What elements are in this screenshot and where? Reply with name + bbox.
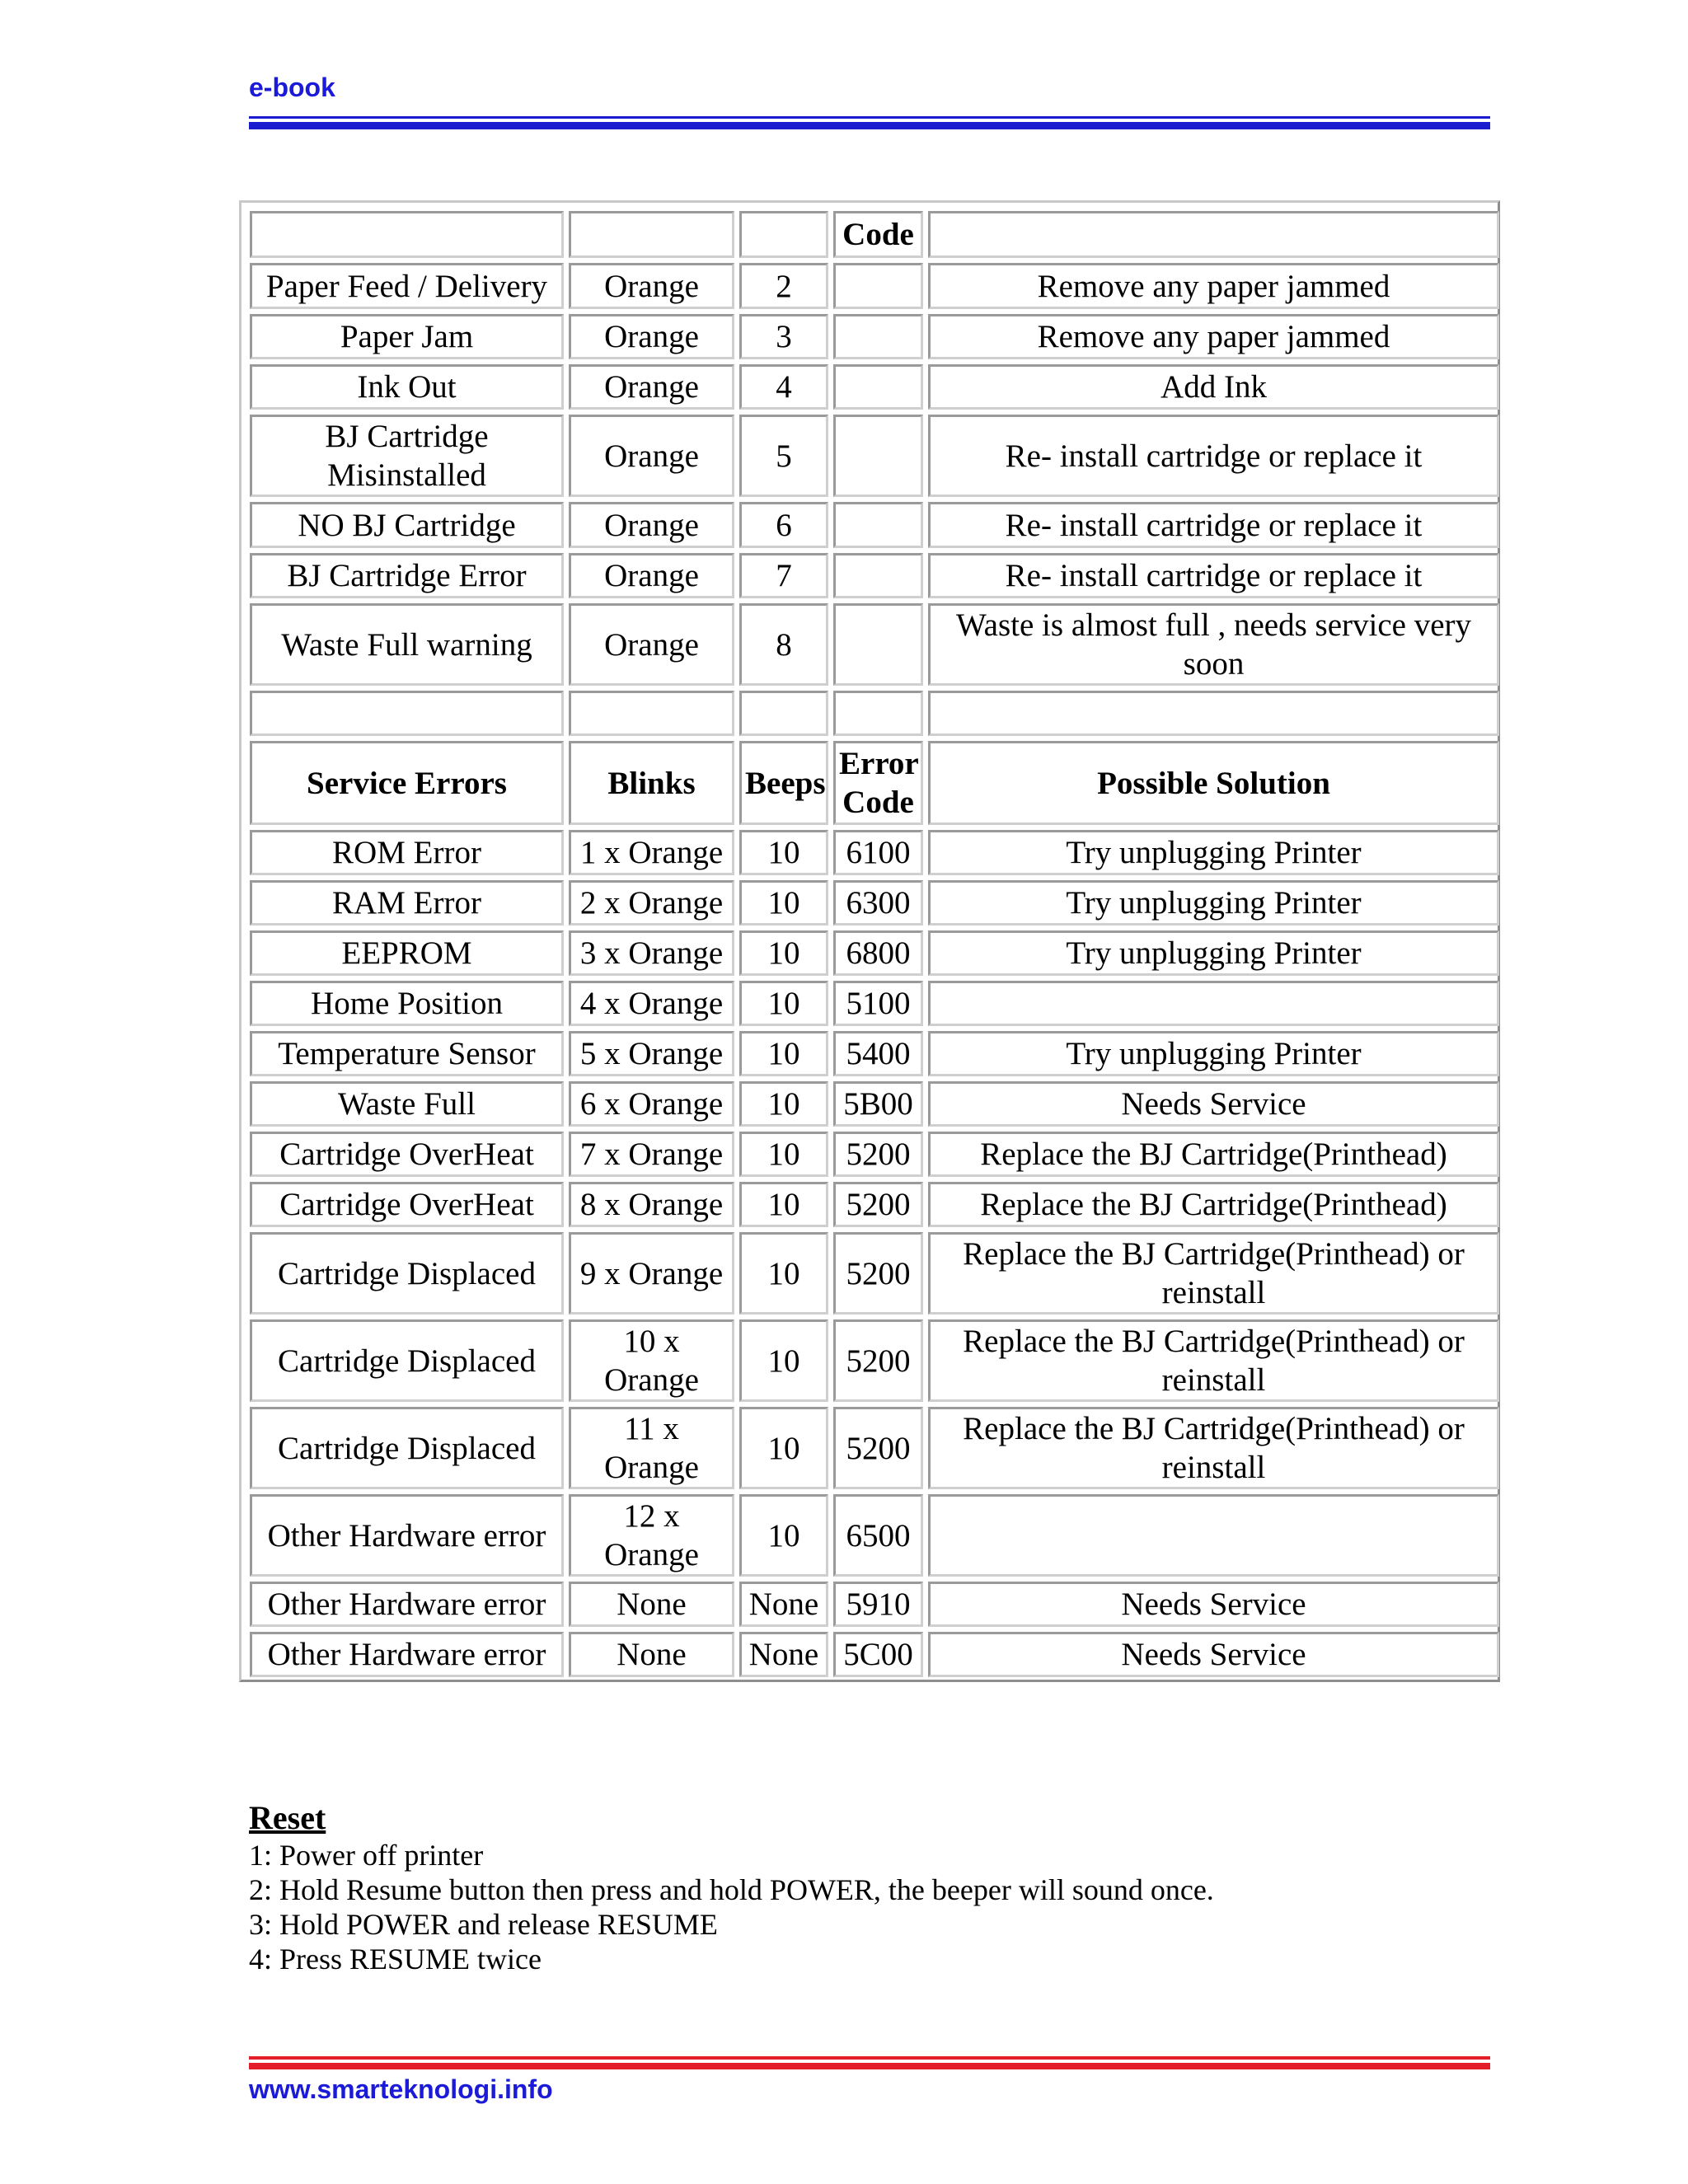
table-cell-blinks: 10 x Orange bbox=[569, 1319, 734, 1402]
table-cell-blinks: Orange bbox=[569, 364, 734, 410]
table-cell-name: NO BJ Cartridge bbox=[250, 502, 564, 548]
table-cell-blinks bbox=[569, 691, 734, 736]
table-cell-blinks: 6 x Orange bbox=[569, 1081, 734, 1127]
table-cell-name: Cartridge OverHeat bbox=[250, 1132, 564, 1177]
table-cell-solution bbox=[928, 691, 1499, 736]
table-cell-beeps bbox=[739, 211, 828, 258]
table-row bbox=[250, 1031, 1499, 1076]
table-cell-blinks: 5 x Orange bbox=[569, 1031, 734, 1076]
table-cell-solution: Try unplugging Printer bbox=[928, 880, 1499, 926]
table-cell-name: Paper Jam bbox=[250, 314, 564, 359]
table-row bbox=[250, 1319, 1499, 1402]
table-cell-code bbox=[833, 263, 923, 309]
table-row bbox=[250, 981, 1499, 1026]
table-cell-blinks bbox=[569, 211, 734, 258]
table-cell-solution: Try unplugging Printer bbox=[928, 930, 1499, 976]
table-cell-solution bbox=[928, 211, 1499, 258]
table-cell-solution: Re- install cartridge or replace it bbox=[928, 553, 1499, 598]
table-row bbox=[250, 1407, 1499, 1489]
user-errors-body bbox=[250, 211, 1499, 736]
table-cell-name: Paper Feed / Delivery bbox=[250, 263, 564, 309]
table-cell-solution: Try unplugging Printer bbox=[928, 1031, 1499, 1076]
table-cell-beeps: 10 bbox=[739, 830, 828, 875]
table-cell-solution: Waste is almost full , needs service very soon bbox=[928, 603, 1499, 686]
reset-heading: Reset bbox=[249, 1799, 326, 1836]
reset-steps bbox=[249, 1838, 1214, 1976]
table-row bbox=[250, 314, 1499, 359]
table-cell-beeps: 10 bbox=[739, 981, 828, 1026]
table-cell-blinks: 7 x Orange bbox=[569, 1132, 734, 1177]
table-cell-name: Temperature Sensor bbox=[250, 1031, 564, 1076]
table-cell-name: Home Position bbox=[250, 981, 564, 1026]
service-errors-header bbox=[250, 741, 1499, 825]
table-cell-beeps: 10 bbox=[739, 880, 828, 926]
table-cell-code bbox=[833, 314, 923, 359]
header-label: e-book bbox=[249, 73, 335, 102]
table-cell-beeps: 10 bbox=[739, 1081, 828, 1127]
table-cell-beeps: 10 bbox=[739, 1132, 828, 1177]
header-blinks: Blinks bbox=[569, 741, 734, 825]
table-cell-beeps: 4 bbox=[739, 364, 828, 410]
table-cell-beeps: 7 bbox=[739, 553, 828, 598]
table-cell-code bbox=[833, 691, 923, 736]
reset-step: 3: Hold POWER and release RESUME bbox=[249, 1908, 718, 1941]
table-cell-beeps: None bbox=[739, 1582, 828, 1627]
table-row bbox=[250, 691, 1499, 736]
table-cell-name: Cartridge Displaced bbox=[250, 1319, 564, 1402]
reset-step: 2: Hold Resume button then press and hold POWER, the beeper will sound once. bbox=[249, 1873, 1214, 1906]
table-cell-name: Ink Out bbox=[250, 364, 564, 410]
table-cell-blinks: None bbox=[569, 1582, 734, 1627]
table-cell-blinks: Orange bbox=[569, 263, 734, 309]
table-cell-code bbox=[833, 553, 923, 598]
table-row bbox=[250, 1081, 1499, 1127]
table-cell-beeps: 10 bbox=[739, 1232, 828, 1315]
table-cell-solution: Try unplugging Printer bbox=[928, 830, 1499, 875]
table-cell-solution: Replace the BJ Cartridge(Printhead) or reinstall bbox=[928, 1319, 1499, 1402]
table-row bbox=[250, 1632, 1499, 1677]
table-cell-code: 5200 bbox=[833, 1319, 923, 1402]
table-row bbox=[250, 1132, 1499, 1177]
header-service-errors: Service Errors bbox=[250, 741, 564, 825]
table-cell-beeps: 10 bbox=[739, 1407, 828, 1489]
table-cell-solution: Needs Service bbox=[928, 1582, 1499, 1627]
header-possible-solution: Possible Solution bbox=[928, 741, 1499, 825]
table-cell-solution: Replace the BJ Cartridge(Printhead) bbox=[928, 1132, 1499, 1177]
table-cell-beeps bbox=[739, 691, 828, 736]
table-cell-solution bbox=[928, 981, 1499, 1026]
table-cell-code: 6300 bbox=[833, 880, 923, 926]
table-row bbox=[250, 1232, 1499, 1315]
table-cell-code: Code bbox=[833, 211, 923, 258]
table-cell-beeps: 10 bbox=[739, 1182, 828, 1227]
service-errors-body bbox=[250, 830, 1499, 1677]
table-cell-name bbox=[250, 211, 564, 258]
table-cell-solution: Replace the BJ Cartridge(Printhead) bbox=[928, 1182, 1499, 1227]
table-cell-code: 5C00 bbox=[833, 1632, 923, 1677]
table-cell-name: Other Hardware error bbox=[250, 1632, 564, 1677]
table-cell-blinks: 9 x Orange bbox=[569, 1232, 734, 1315]
table-cell-solution: Add Ink bbox=[928, 364, 1499, 410]
header-beeps: Beeps bbox=[739, 741, 828, 825]
table-row bbox=[250, 930, 1499, 976]
table-cell-code: 5200 bbox=[833, 1232, 923, 1315]
table-cell-name bbox=[250, 691, 564, 736]
table-cell-blinks: 1 x Orange bbox=[569, 830, 734, 875]
footer-rule-thick bbox=[249, 2063, 1490, 2069]
table-row bbox=[250, 603, 1499, 686]
table-cell-name: ROM Error bbox=[250, 830, 564, 875]
header-error-code: Error Code bbox=[833, 741, 923, 825]
table-row bbox=[250, 502, 1499, 548]
error-code-table-frame bbox=[239, 200, 1500, 1682]
table-cell-blinks: 8 x Orange bbox=[569, 1182, 734, 1227]
table-cell-blinks: Orange bbox=[569, 314, 734, 359]
table-cell-solution: Remove any paper jammed bbox=[928, 263, 1499, 309]
table-cell-solution: Replace the BJ Cartridge(Printhead) or reinstall bbox=[928, 1232, 1499, 1315]
table-cell-solution: Replace the BJ Cartridge(Printhead) or reinstall bbox=[928, 1407, 1499, 1489]
table-cell-blinks: Orange bbox=[569, 502, 734, 548]
table-cell-code: 5200 bbox=[833, 1132, 923, 1177]
header-rule-thick bbox=[249, 122, 1490, 129]
table-cell-name: RAM Error bbox=[250, 880, 564, 926]
table-cell-code: 5910 bbox=[833, 1582, 923, 1627]
table-cell-name: Cartridge Displaced bbox=[250, 1407, 564, 1489]
table-cell-beeps: 10 bbox=[739, 1319, 828, 1402]
table-cell-beeps: 10 bbox=[739, 1494, 828, 1577]
table-cell-code: 5400 bbox=[833, 1031, 923, 1076]
error-code-table bbox=[245, 206, 1504, 1682]
footer-rule-thin bbox=[249, 2056, 1490, 2060]
table-cell-name: Waste Full bbox=[250, 1081, 564, 1127]
table-cell-name: Other Hardware error bbox=[250, 1582, 564, 1627]
table-cell-blinks: 12 x Orange bbox=[569, 1494, 734, 1577]
table-cell-blinks: 3 x Orange bbox=[569, 930, 734, 976]
footer-url: www.smarteknologi.info bbox=[249, 2074, 553, 2104]
table-cell-blinks: Orange bbox=[569, 415, 734, 497]
table-cell-code bbox=[833, 415, 923, 497]
table-cell-solution: Re- install cartridge or replace it bbox=[928, 415, 1499, 497]
table-cell-solution bbox=[928, 1494, 1499, 1577]
table-cell-code: 6800 bbox=[833, 930, 923, 976]
reset-step: 4: Press RESUME twice bbox=[249, 1943, 542, 1975]
table-cell-name: EEPROM bbox=[250, 930, 564, 976]
table-row bbox=[250, 1494, 1499, 1577]
table-row bbox=[250, 211, 1499, 258]
table-cell-beeps: 8 bbox=[739, 603, 828, 686]
table-cell-solution: Re- install cartridge or replace it bbox=[928, 502, 1499, 548]
table-cell-solution: Remove any paper jammed bbox=[928, 314, 1499, 359]
table-cell-blinks: 4 x Orange bbox=[569, 981, 734, 1026]
table-cell-beeps: 3 bbox=[739, 314, 828, 359]
table-cell-blinks: 11 x Orange bbox=[569, 1407, 734, 1489]
table-cell-name: Cartridge OverHeat bbox=[250, 1182, 564, 1227]
table-row bbox=[250, 364, 1499, 410]
table-cell-beeps: None bbox=[739, 1632, 828, 1677]
table-cell-name: Waste Full warning bbox=[250, 603, 564, 686]
table-cell-code: 5200 bbox=[833, 1182, 923, 1227]
table-cell-beeps: 10 bbox=[739, 1031, 828, 1076]
table-cell-code bbox=[833, 502, 923, 548]
table-row bbox=[250, 1182, 1499, 1227]
table-cell-code: 6500 bbox=[833, 1494, 923, 1577]
header-rule-thin bbox=[249, 116, 1490, 119]
table-cell-code: 5200 bbox=[833, 1407, 923, 1489]
table-cell-name: BJ Cartridge Error bbox=[250, 553, 564, 598]
table-cell-code: 6100 bbox=[833, 830, 923, 875]
table-cell-beeps: 6 bbox=[739, 502, 828, 548]
table-cell-beeps: 2 bbox=[739, 263, 828, 309]
reset-step: 1: Power off printer bbox=[249, 1839, 484, 1872]
table-cell-name: BJ Cartridge Misinstalled bbox=[250, 415, 564, 497]
table-row bbox=[250, 415, 1499, 497]
table-cell-blinks: 2 x Orange bbox=[569, 880, 734, 926]
table-row bbox=[250, 553, 1499, 598]
table-row bbox=[250, 830, 1499, 875]
table-cell-code bbox=[833, 364, 923, 410]
table-row bbox=[250, 1582, 1499, 1627]
table-row bbox=[250, 880, 1499, 926]
table-cell-code: 5100 bbox=[833, 981, 923, 1026]
table-cell-blinks: Orange bbox=[569, 553, 734, 598]
table-cell-name: Other Hardware error bbox=[250, 1494, 564, 1577]
table-cell-beeps: 10 bbox=[739, 930, 828, 976]
service-header-row bbox=[250, 741, 1499, 825]
table-cell-blinks: None bbox=[569, 1632, 734, 1677]
table-cell-solution: Needs Service bbox=[928, 1632, 1499, 1677]
table-cell-code: 5B00 bbox=[833, 1081, 923, 1127]
table-cell-beeps: 5 bbox=[739, 415, 828, 497]
table-cell-blinks: Orange bbox=[569, 603, 734, 686]
table-cell-name: Cartridge Displaced bbox=[250, 1232, 564, 1315]
table-cell-code bbox=[833, 603, 923, 686]
table-row bbox=[250, 263, 1499, 309]
table-cell-solution: Needs Service bbox=[928, 1081, 1499, 1127]
